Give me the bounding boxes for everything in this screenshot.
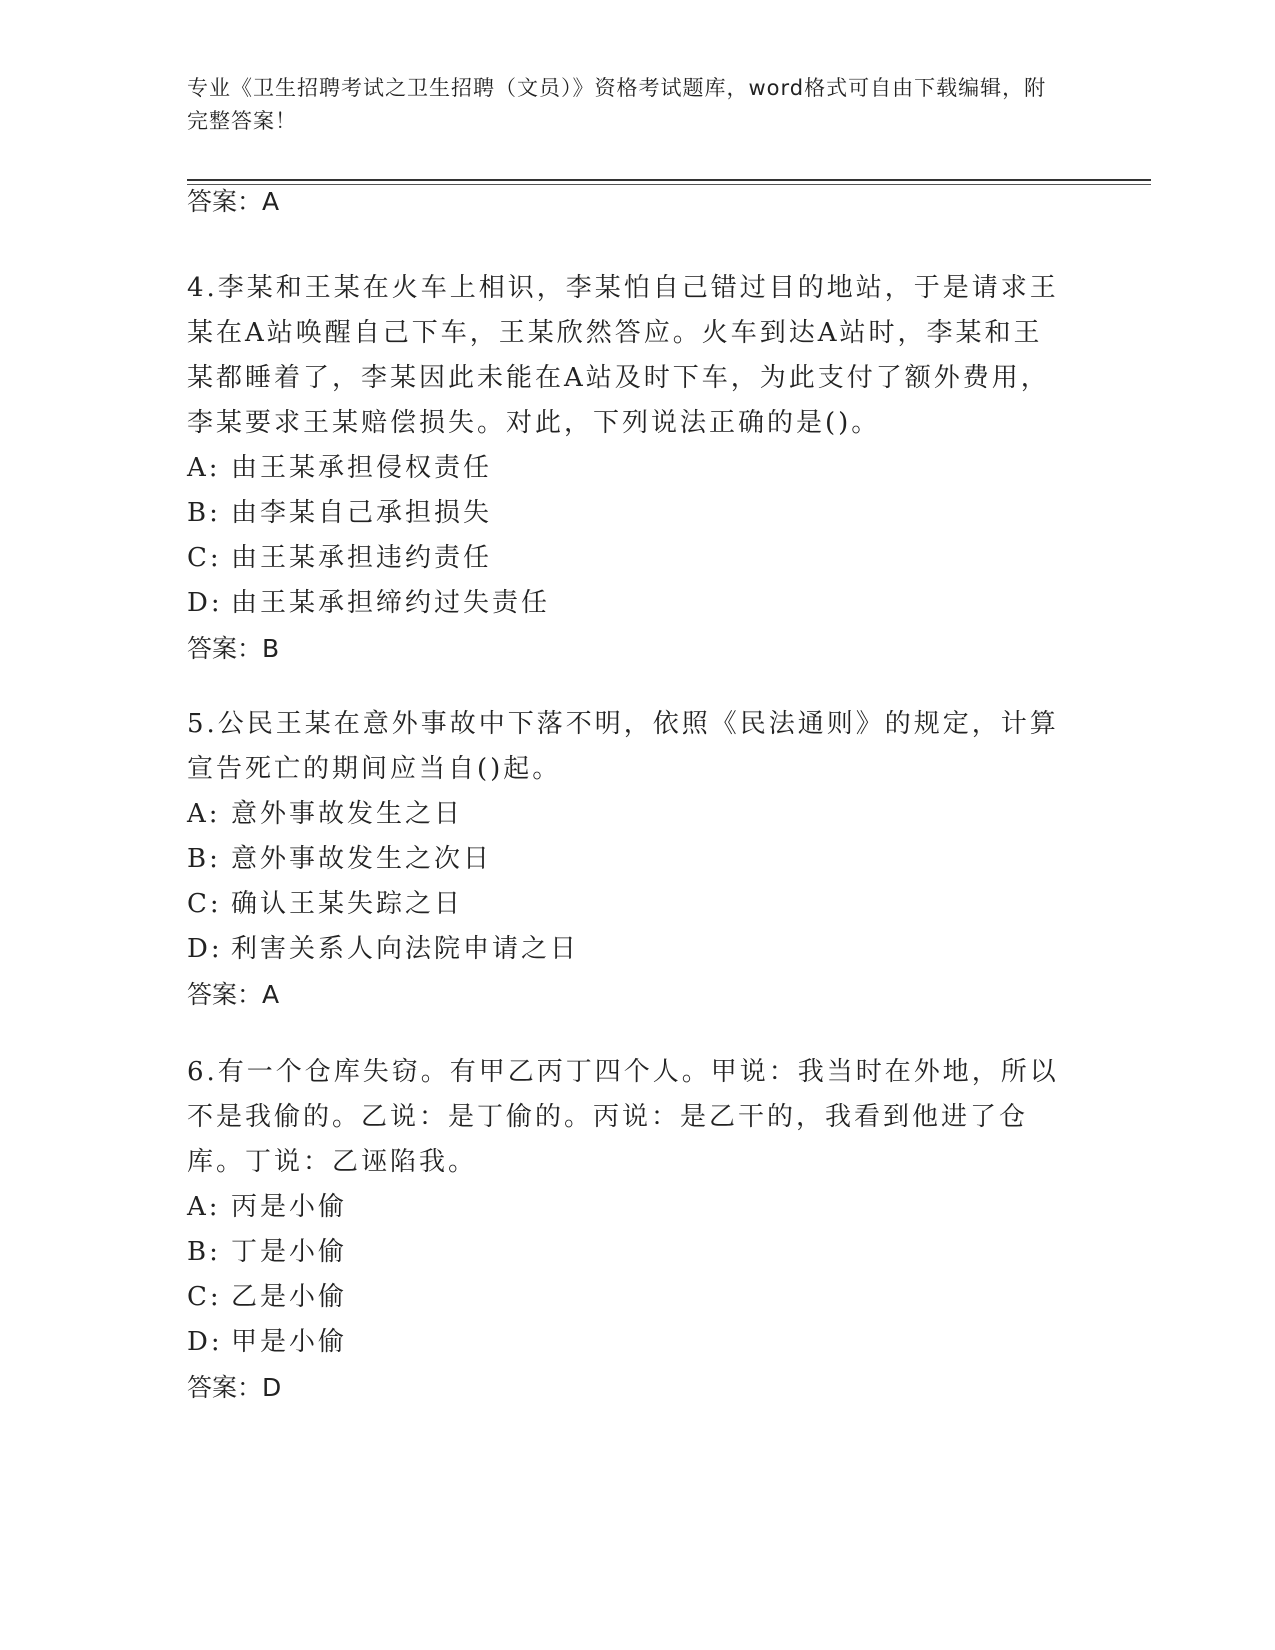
option-key: A: — [187, 453, 221, 483]
option-text: 确认王某失踪之日 — [231, 889, 464, 919]
question-4 — [187, 266, 1067, 671]
option-text: 甲是小偷 — [231, 1327, 348, 1357]
option-key: A: — [187, 799, 221, 829]
option-a — [187, 792, 1067, 837]
option-d — [187, 1320, 1067, 1365]
option-d — [187, 927, 1067, 972]
page-header: 专业《卫生招聘考试之卫生招聘（文员）》资格考试题库，word格式可自由下载编辑，附完整答案！ — [187, 76, 1047, 133]
question-text: 5.公民王某在意外事故中下落不明，依照《民法通则》的规定，计算宣告死亡的期间应当自()起。 — [187, 709, 1059, 784]
answer: 答案：B — [187, 634, 280, 663]
option-a — [187, 446, 1067, 491]
option-b — [187, 1230, 1067, 1275]
option-b — [187, 837, 1067, 882]
option-key: B: — [187, 844, 221, 874]
option-a — [187, 1185, 1067, 1230]
question-text: 4.李某和王某在火车上相识，李某怕自己错过目的地站，于是请求王某在A站唤醒自己下车，王某欣然答应。火车到达A站时，李某和王某都睡着了，李某因此未能在A站及时下车，为此支付了额外费用，李某要求王某赔偿损失。对此，下列说法正确的是()。 — [187, 273, 1059, 438]
option-text: 意外事故发生之次日 — [231, 844, 493, 874]
option-text: 丁是小偷 — [231, 1237, 348, 1267]
option-text: 意外事故发生之日 — [231, 799, 464, 829]
option-c — [187, 882, 1067, 927]
option-key: D: — [187, 934, 223, 964]
option-key: B: — [187, 1237, 221, 1267]
option-b — [187, 491, 1067, 536]
option-key: D: — [187, 588, 223, 618]
option-c — [187, 1275, 1067, 1320]
option-text: 利害关系人向法院申请之日 — [231, 934, 580, 964]
answer: 答案：D — [187, 1373, 282, 1402]
question-text: 6.有一个仓库失窃。有甲乙丙丁四个人。甲说：我当时在外地，所以不是我偷的。乙说：是丁偷的。丙说：是乙干的，我看到他进了仓库。丁说：乙诬陷我。 — [187, 1057, 1059, 1177]
option-text: 丙是小偷 — [231, 1192, 348, 1222]
option-text: 乙是小偷 — [231, 1282, 348, 1312]
option-key: C: — [187, 543, 222, 573]
option-c — [187, 536, 1067, 581]
answer-previous: 答案：A — [187, 187, 280, 216]
question-5 — [187, 702, 1067, 1017]
question-6 — [187, 1050, 1067, 1410]
option-d — [187, 581, 1067, 626]
option-key: C: — [187, 889, 222, 919]
option-text: 由王某承担侵权责任 — [231, 453, 493, 483]
option-text: 由王某承担缔约过失责任 — [231, 588, 551, 618]
answer: 答案：A — [187, 980, 280, 1009]
option-key: B: — [187, 498, 221, 528]
option-key: C: — [187, 1282, 222, 1312]
option-key: A: — [187, 1192, 221, 1222]
option-text: 由王某承担违约责任 — [231, 543, 493, 573]
option-key: D: — [187, 1327, 223, 1357]
option-text: 由李某自己承担损失 — [231, 498, 493, 528]
